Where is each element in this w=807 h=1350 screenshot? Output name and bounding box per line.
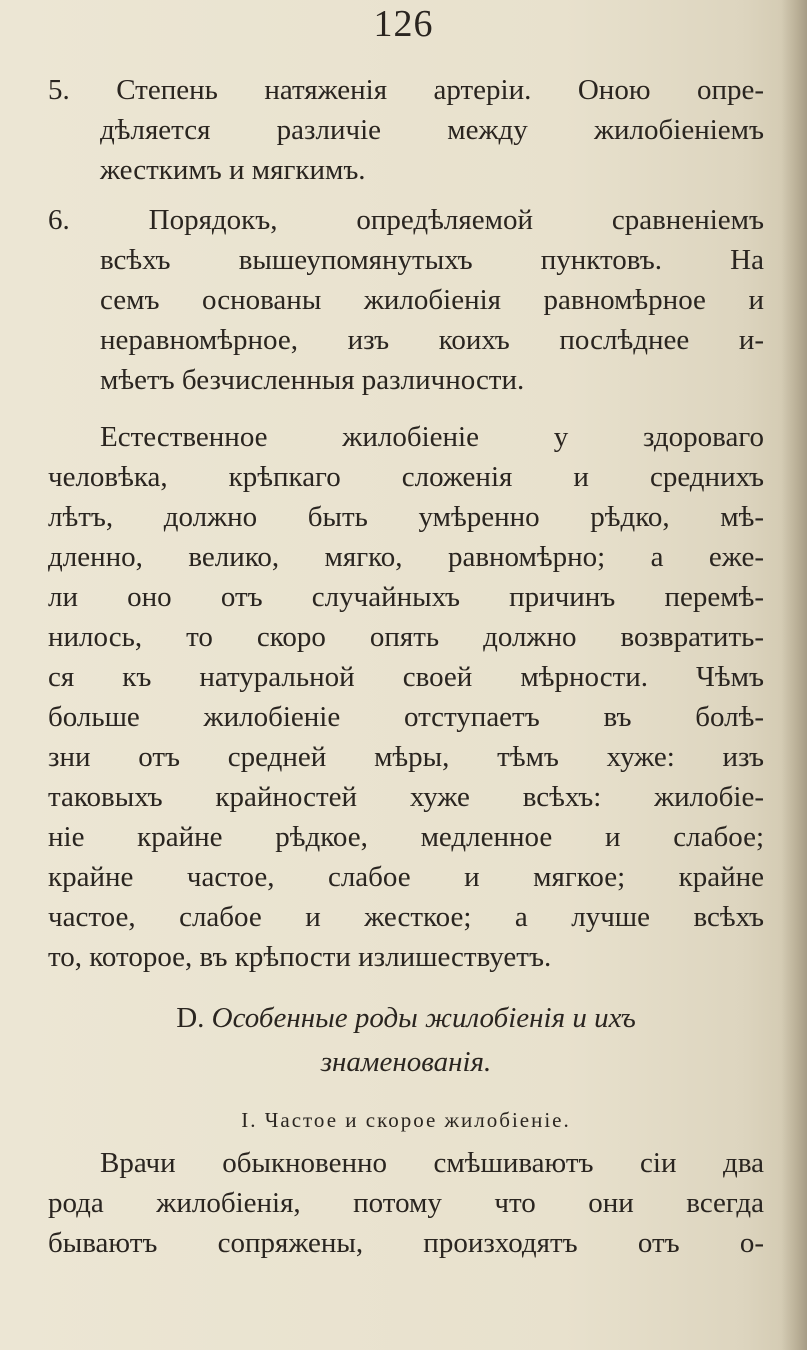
section-heading-title: Особенные роды жилобіенія и ихъ [211,1002,636,1034]
text-line: частое, слабое и жесткое; а лучше всѣхъ [48,901,764,933]
text-line: дленно, велико, мягко, равномѣрно; а еже- [48,541,764,573]
text-line: человѣка, крѣпкаго сложенія и среднихъ [48,461,764,493]
text-line: жесткимъ и мягкимъ. [100,154,366,186]
page-number: 126 [373,3,434,45]
text-line: ся къ натуральной своей мѣрности. Чѣмъ [48,661,764,693]
text-line: таковыхъ крайностей хуже всѣхъ: жилобіе- [48,781,764,813]
text-line: ніе крайне рѣдкое, медленное и слабое; [48,821,764,853]
section-heading [48,1002,764,1035]
text-line: всѣхъ вышеупомянутыхъ пунктовъ. На [100,244,764,276]
text-line: 6. Порядокъ, опредѣляемой сравненіемъ [48,204,764,236]
subsection-heading: I. Частое и скорое жилобіеніе. [241,1108,571,1132]
text-line: лѣтъ, должно быть умѣренно рѣдко, мѣ- [48,501,764,533]
section-heading-continued: знаменованія. [320,1046,492,1078]
page-edge-shadow [781,0,807,1350]
text-line: больше жилобіеніе отступаетъ въ болѣ- [48,701,764,733]
text-line: Естественное жилобіеніе у здороваго [100,421,764,453]
section-letter: D. [176,1002,205,1034]
text-line: 5. Степень натяженія артеріи. Оною опре- [48,74,764,106]
text-line: зни отъ средней мѣры, тѣмъ хуже: изъ [48,741,764,773]
text-line: рода жилобіенія, потому что они всегда [48,1187,764,1219]
text-line: нилось, то скоро опять должно возвратить- [48,621,764,653]
text-line: мѣетъ безчисленныя различности. [100,364,525,396]
text-line: семъ основаны жилобіенія равномѣрное и [100,284,764,316]
text-line: то, которое, въ крѣпости излишествуетъ. [48,941,552,973]
text-line: неравномѣрное, изъ коихъ послѣднее и- [100,324,764,356]
text-line: бываютъ сопряжены, произходятъ отъ о- [48,1227,764,1259]
text-line: Врачи обыкновенно смѣшиваютъ сіи два [100,1147,764,1179]
text-line: крайне частое, слабое и мягкое; крайне [48,861,764,893]
text-line: ли оно отъ случайныхъ причинъ перемѣ- [48,581,764,613]
text-line: дѣляется различіе между жилобіеніемъ [100,114,764,146]
